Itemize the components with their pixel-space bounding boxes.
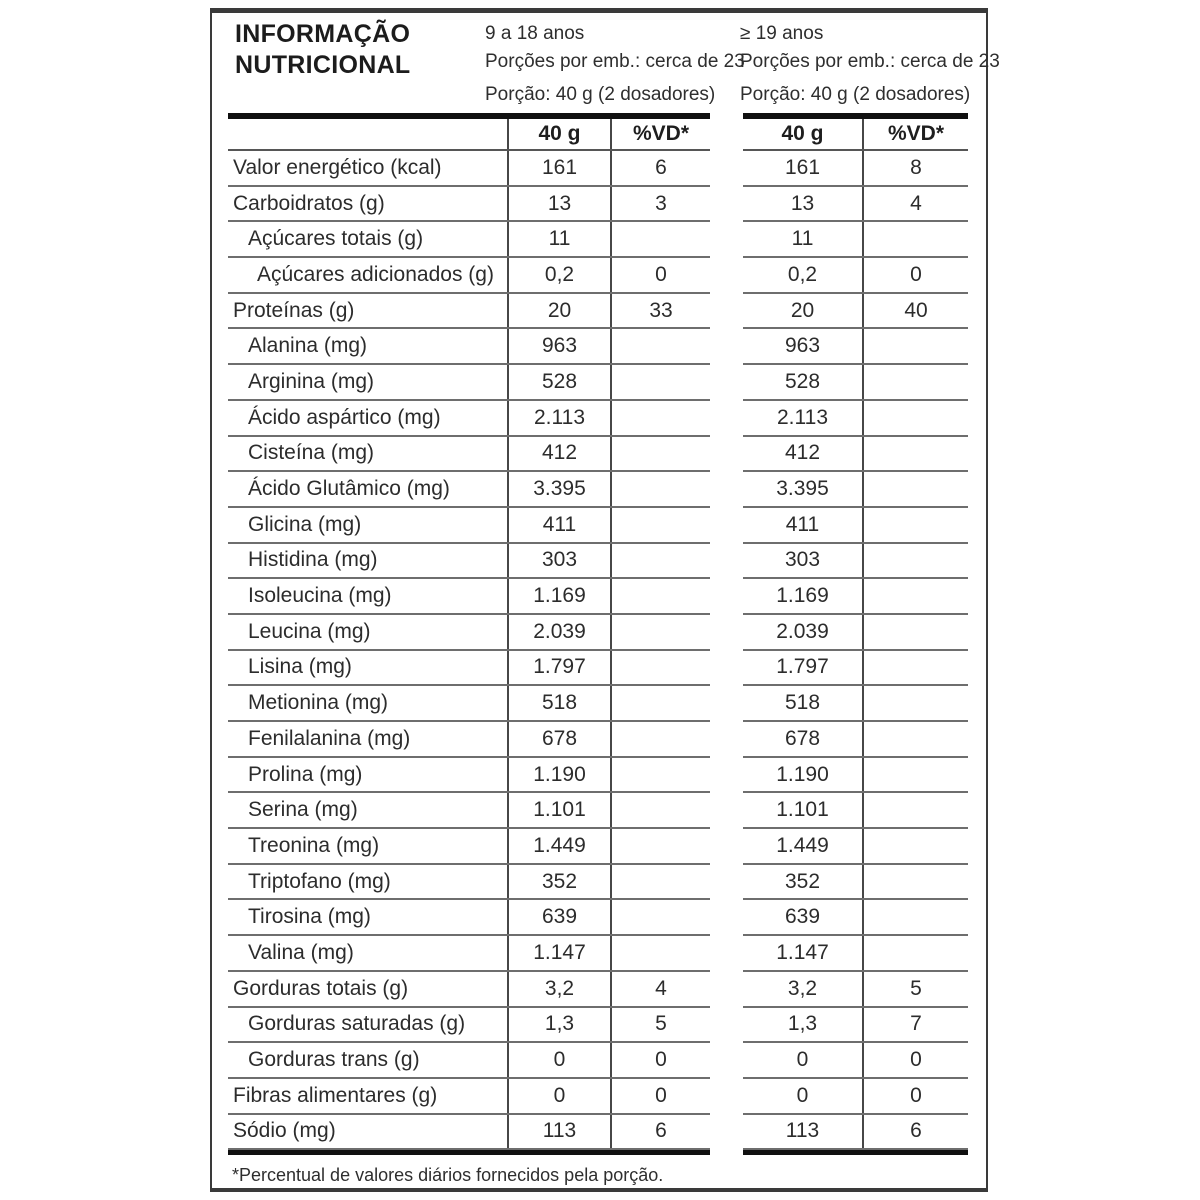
- row-right-group: [743, 365, 968, 401]
- nutrient-name: Arginina (mg): [248, 369, 375, 393]
- amount-cell-group2: 161: [784, 155, 821, 179]
- row-right-group: [743, 258, 968, 294]
- dv-cell-group1: [610, 401, 710, 435]
- table-row: [228, 151, 968, 187]
- table-row: [228, 829, 968, 865]
- bottom-rule-right-group: [743, 1150, 968, 1155]
- amount-cell-group2: 1,3: [787, 1012, 818, 1036]
- table-row: [228, 1008, 968, 1044]
- dv-cell-group1: [610, 329, 710, 363]
- table-row: [228, 329, 968, 365]
- amount-cell-group2: 0: [796, 1048, 809, 1072]
- amount-cell-group2: 3.395: [776, 477, 829, 501]
- nutrition-facts-panel: [210, 8, 1000, 1192]
- row-left-group: [228, 722, 710, 758]
- table-row: [228, 793, 968, 829]
- row-right-group: [743, 615, 968, 651]
- dv-cell-group2: [862, 900, 968, 934]
- panel-title-line1: INFORMAÇÃO: [235, 20, 411, 48]
- row-left-group: [228, 472, 710, 508]
- row-left-group: [228, 972, 710, 1008]
- nutrient-name: Leucina (mg): [248, 619, 371, 643]
- amount-cell-group1: 0: [507, 1079, 610, 1113]
- row-left-group: [228, 1008, 710, 1044]
- row-right-group: [743, 579, 968, 615]
- dv-cell-group2: 0: [862, 1079, 968, 1113]
- row-right-group: [743, 722, 968, 758]
- nutrient-name: Valor energético (kcal): [233, 155, 442, 179]
- amount-cell-group2: 3,2: [787, 976, 818, 1000]
- dv-cell-group2: 40: [862, 294, 968, 328]
- nutrient-name: Carboidratos (g): [233, 191, 385, 215]
- dv-cell-group1: 5: [610, 1008, 710, 1042]
- amount-cell-group1: 161: [507, 151, 610, 185]
- header-nutrient-spacer: [228, 119, 507, 149]
- row-right-group: [743, 472, 968, 508]
- row-right-group: [743, 437, 968, 473]
- group-gap: [710, 758, 743, 794]
- dv-cell-group1: 3: [610, 187, 710, 221]
- amount-cell-group1: 528: [507, 365, 610, 399]
- dv-cell-group2: [862, 222, 968, 256]
- amount-cell-group1: 1.190: [507, 758, 610, 792]
- group-gap: [710, 365, 743, 401]
- amount-cell-group1: 3,2: [507, 972, 610, 1006]
- nutrient-name: Açúcares adicionados (g): [257, 262, 494, 286]
- row-right-group: [743, 329, 968, 365]
- age-range-2: ≥ 19 anos: [740, 23, 824, 44]
- group-gap: [710, 900, 743, 936]
- nutrient-name: Lisina (mg): [248, 655, 352, 679]
- group-gap: [710, 865, 743, 901]
- dv-cell-group1: 33: [610, 294, 710, 328]
- amount-cell-group1: 1.101: [507, 793, 610, 827]
- amount-cell-group2: 0: [796, 1083, 809, 1107]
- table-row: [228, 579, 968, 615]
- amount-cell-group1: 0: [507, 1043, 610, 1077]
- row-left-group: [228, 222, 710, 258]
- row-left-group: [228, 294, 710, 330]
- row-right-group: [743, 187, 968, 223]
- nutrient-name: Serina (mg): [248, 798, 358, 822]
- row-left-group: [228, 1115, 710, 1151]
- dv-cell-group1: [610, 651, 710, 685]
- table-row: [228, 437, 968, 473]
- nutrient-name: Tirosina (mg): [248, 905, 371, 929]
- group-gap: [710, 722, 743, 758]
- col-header-amount-2: 40 g: [781, 122, 824, 145]
- amount-cell-group2: 113: [785, 1119, 820, 1143]
- group-gap: [710, 1008, 743, 1044]
- header-right-group: [743, 119, 968, 151]
- row-left-group: [228, 758, 710, 794]
- dv-cell-group1: [610, 365, 710, 399]
- row-left-group: [228, 187, 710, 223]
- group-gap: [710, 472, 743, 508]
- amount-cell-group2: 2.113: [777, 405, 828, 429]
- serving-info-group-2: [740, 23, 1000, 106]
- amount-cell-group2: 11: [791, 227, 814, 251]
- group-gap: [710, 401, 743, 437]
- row-right-group: [743, 1008, 968, 1044]
- amount-cell-group2: 528: [784, 369, 821, 393]
- dv-cell-group1: [610, 544, 710, 578]
- dv-cell-group2: 5: [862, 972, 968, 1006]
- row-left-group: [228, 615, 710, 651]
- row-left-group: [228, 793, 710, 829]
- dv-cell-group2: 6: [862, 1115, 968, 1149]
- dv-cell-group2: [862, 401, 968, 435]
- amount-cell-group1: 412: [507, 437, 610, 471]
- dv-cell-group1: [610, 615, 710, 649]
- dv-cell-group2: [862, 544, 968, 578]
- dv-cell-group1: [610, 686, 710, 720]
- row-left-group: [228, 1079, 710, 1115]
- dv-cell-group1: 0: [610, 258, 710, 292]
- amount-cell-group2: 1.449: [776, 833, 829, 857]
- row-right-group: [743, 508, 968, 544]
- amount-cell-group2: 1.147: [776, 940, 829, 964]
- table-row: [228, 651, 968, 687]
- amount-cell-group1: 963: [507, 329, 610, 363]
- row-right-group: [743, 401, 968, 437]
- dv-cell-group2: [862, 722, 968, 756]
- amount-cell-group1: 1.169: [507, 579, 610, 613]
- group-gap: [710, 294, 743, 330]
- dv-cell-group2: 7: [862, 1008, 968, 1042]
- row-right-group: [743, 1079, 968, 1115]
- row-left-group: [228, 829, 710, 865]
- dv-cell-group2: [862, 329, 968, 363]
- nutrient-name: Metionina (mg): [248, 691, 389, 715]
- amount-cell-group1: 1.147: [507, 936, 610, 970]
- row-left-group: [228, 1043, 710, 1079]
- amount-cell-group1: 2.113: [507, 401, 610, 435]
- amount-cell-group1: 2.039: [507, 615, 610, 649]
- amount-cell-group2: 412: [784, 441, 821, 465]
- nutrient-name: Gorduras trans (g): [248, 1048, 420, 1072]
- row-right-group: [743, 758, 968, 794]
- table-row: [228, 686, 968, 722]
- group-gap: [710, 258, 743, 294]
- row-left-group: [228, 651, 710, 687]
- dv-cell-group2: [862, 615, 968, 649]
- row-left-group: [228, 437, 710, 473]
- table-row: [228, 472, 968, 508]
- dv-cell-group1: [610, 222, 710, 256]
- group-gap: [710, 936, 743, 972]
- dv-cell-group2: [862, 365, 968, 399]
- dv-cell-group2: [862, 793, 968, 827]
- bottom-rule-left-group: [228, 1150, 710, 1155]
- amount-cell-group1: 303: [507, 544, 610, 578]
- table-row: [228, 900, 968, 936]
- table-row: [228, 615, 968, 651]
- group-gap: [710, 544, 743, 580]
- nutrient-name: Fenilalanina (mg): [248, 726, 411, 750]
- dv-cell-group1: [610, 936, 710, 970]
- amount-cell-group2: 411: [785, 512, 820, 536]
- dv-cell-group2: 0: [862, 258, 968, 292]
- table-row: [228, 258, 968, 294]
- amount-cell-group1: 411: [507, 508, 610, 542]
- dv-cell-group1: [610, 472, 710, 506]
- row-right-group: [743, 651, 968, 687]
- table-bottom-rule: [228, 1150, 968, 1155]
- dv-cell-group2: [862, 651, 968, 685]
- row-left-group: [228, 151, 710, 187]
- dv-cell-group1: [610, 437, 710, 471]
- row-left-group: [228, 401, 710, 437]
- dv-cell-group1: 6: [610, 151, 710, 185]
- table-header-row: [228, 119, 968, 151]
- portion-size-1: Porção: 40 g (2 dosadores): [485, 84, 716, 105]
- row-right-group: [743, 900, 968, 936]
- group-gap: [710, 615, 743, 651]
- dv-cell-group1: [610, 508, 710, 542]
- group-gap: [710, 1043, 743, 1079]
- panel-header: [212, 13, 1000, 113]
- amount-cell-group2: 639: [784, 905, 821, 929]
- row-right-group: [743, 294, 968, 330]
- row-right-group: [743, 1043, 968, 1079]
- table-row: [228, 865, 968, 901]
- nutrient-name: Isoleucina (mg): [248, 584, 392, 608]
- dv-cell-group1: 6: [610, 1115, 710, 1149]
- row-right-group: [743, 544, 968, 580]
- amount-cell-group2: 1.797: [776, 655, 829, 679]
- amount-cell-group1: 3.395: [507, 472, 610, 506]
- amount-cell-group1: 0,2: [507, 258, 610, 292]
- panel-title-line2: NUTRICIONAL: [235, 51, 411, 79]
- nutrient-name: Cisteína (mg): [248, 441, 375, 465]
- col-header-dv-2: %VD*: [862, 119, 968, 149]
- nutrient-name: Treonina (mg): [248, 833, 380, 857]
- amount-cell-group2: 0,2: [787, 262, 818, 286]
- nutrient-name: Alanina (mg): [248, 334, 368, 358]
- footnote: *Percentual de valores diários fornecidos pela porção.: [232, 1165, 664, 1185]
- amount-cell-group2: 1.101: [776, 798, 829, 822]
- amount-cell-group1: 678: [507, 722, 610, 756]
- group-gap: [710, 686, 743, 722]
- amount-cell-group2: 303: [784, 548, 821, 572]
- group-gap: [710, 793, 743, 829]
- nutrient-name: Proteínas (g): [233, 298, 355, 322]
- dv-cell-group1: [610, 865, 710, 899]
- amount-cell-group2: 518: [784, 691, 821, 715]
- amount-cell-group1: 639: [507, 900, 610, 934]
- table-row: [228, 294, 968, 330]
- dv-cell-group2: 8: [862, 151, 968, 185]
- row-left-group: [228, 544, 710, 580]
- nutrient-name: Glicina (mg): [248, 512, 362, 536]
- dv-cell-group2: 4: [862, 187, 968, 221]
- amount-cell-group2: 352: [784, 869, 821, 893]
- row-left-group: [228, 900, 710, 936]
- dv-cell-group1: 0: [610, 1043, 710, 1077]
- dv-cell-group2: [862, 686, 968, 720]
- nutrient-name: Ácido aspártico (mg): [248, 405, 441, 429]
- row-right-group: [743, 829, 968, 865]
- amount-cell-group1: 113: [507, 1115, 610, 1149]
- table-row: [228, 222, 968, 258]
- group-gap: [710, 579, 743, 615]
- age-range-1: 9 a 18 anos: [485, 23, 585, 44]
- group-gap: [710, 187, 743, 223]
- nutrient-name: Açúcares totais (g): [248, 227, 424, 251]
- table-row: [228, 365, 968, 401]
- row-left-group: [228, 258, 710, 294]
- servings-per-pack-2: Porções por emb.: cerca de 23: [740, 51, 1000, 72]
- dv-cell-group1: 4: [610, 972, 710, 1006]
- table-row: [228, 508, 968, 544]
- amount-cell-group2: 2.039: [776, 619, 829, 643]
- dv-cell-group2: [862, 472, 968, 506]
- dv-cell-group2: [862, 865, 968, 899]
- group-gap: [710, 972, 743, 1008]
- rule-gap: [710, 1150, 743, 1155]
- group-gap: [710, 1115, 743, 1151]
- group-gap: [710, 829, 743, 865]
- serving-info-group-1: [485, 23, 745, 106]
- nutrition-table: [228, 113, 968, 1155]
- amount-cell-group1: 1.449: [507, 829, 610, 863]
- amount-cell-group1: 518: [507, 686, 610, 720]
- nutrient-name: Triptofano (mg): [248, 869, 391, 893]
- nutrient-name: Ácido Glutâmico (mg): [248, 477, 450, 501]
- row-right-group: [743, 793, 968, 829]
- row-left-group: [228, 936, 710, 972]
- row-right-group: [743, 686, 968, 722]
- dv-cell-group2: [862, 758, 968, 792]
- row-right-group: [743, 1115, 968, 1151]
- group-gap: [710, 119, 743, 151]
- group-gap: [710, 222, 743, 258]
- dv-cell-group2: 0: [862, 1043, 968, 1077]
- amount-cell-group2: 678: [784, 726, 821, 750]
- row-left-group: [228, 365, 710, 401]
- table-row: [228, 722, 968, 758]
- table-row: [228, 1115, 968, 1151]
- table-row: [228, 544, 968, 580]
- row-right-group: [743, 972, 968, 1008]
- header-left-group: [228, 119, 710, 151]
- row-left-group: [228, 865, 710, 901]
- dv-cell-group1: [610, 829, 710, 863]
- row-left-group: [228, 508, 710, 544]
- dv-cell-group2: [862, 579, 968, 613]
- group-gap: [710, 437, 743, 473]
- amount-cell-group1: 352: [507, 865, 610, 899]
- nutrient-name: Sódio (mg): [233, 1119, 336, 1143]
- table-row: [228, 401, 968, 437]
- group-gap: [710, 329, 743, 365]
- row-right-group: [743, 865, 968, 901]
- nutrient-name: Gorduras saturadas (g): [248, 1012, 466, 1036]
- row-right-group: [743, 936, 968, 972]
- table-row: [228, 972, 968, 1008]
- nutrient-name: Fibras alimentares (g): [233, 1083, 438, 1107]
- group-gap: [710, 508, 743, 544]
- col-header-dv-1: %VD*: [610, 119, 710, 149]
- dv-cell-group2: [862, 508, 968, 542]
- dv-cell-group2: [862, 437, 968, 471]
- amount-cell-group2: 20: [790, 298, 815, 322]
- amount-cell-group2: 1.190: [776, 762, 829, 786]
- table-row: [228, 936, 968, 972]
- amount-cell-group2: 963: [784, 334, 821, 358]
- portion-size-2: Porção: 40 g (2 dosadores): [740, 84, 971, 105]
- table-row: [228, 758, 968, 794]
- nutrient-name: Histidina (mg): [248, 548, 378, 572]
- table-body: [228, 151, 968, 1150]
- table-row: [228, 1043, 968, 1079]
- row-right-group: [743, 222, 968, 258]
- amount-cell-group1: 1,3: [507, 1008, 610, 1042]
- row-right-group: [743, 151, 968, 187]
- dv-cell-group2: [862, 936, 968, 970]
- dv-cell-group1: [610, 793, 710, 827]
- dv-cell-group1: [610, 758, 710, 792]
- panel-title: [235, 19, 411, 81]
- dv-cell-group1: 0: [610, 1079, 710, 1113]
- group-gap: [710, 151, 743, 187]
- amount-cell-group1: 13: [507, 187, 610, 221]
- amount-cell-group1: 1.797: [507, 651, 610, 685]
- amount-cell-group1: 11: [507, 222, 610, 256]
- col-header-amount-1: 40 g: [507, 119, 610, 149]
- group-gap: [710, 651, 743, 687]
- nutrient-name: Gorduras totais (g): [233, 976, 409, 1000]
- row-left-group: [228, 329, 710, 365]
- servings-per-pack-1: Porções por emb.: cerca de 23: [485, 51, 745, 72]
- amount-cell-group1: 20: [507, 294, 610, 328]
- dv-cell-group2: [862, 829, 968, 863]
- dv-cell-group1: [610, 579, 710, 613]
- nutrient-name: Valina (mg): [248, 940, 354, 964]
- amount-cell-group2: 13: [790, 191, 815, 215]
- dv-cell-group1: [610, 900, 710, 934]
- row-left-group: [228, 579, 710, 615]
- table-row: [228, 1079, 968, 1115]
- amount-cell-group2: 1.169: [776, 584, 829, 608]
- row-left-group: [228, 686, 710, 722]
- dv-cell-group1: [610, 722, 710, 756]
- group-gap: [710, 1079, 743, 1115]
- table-row: [228, 187, 968, 223]
- nutrient-name: Prolina (mg): [248, 762, 363, 786]
